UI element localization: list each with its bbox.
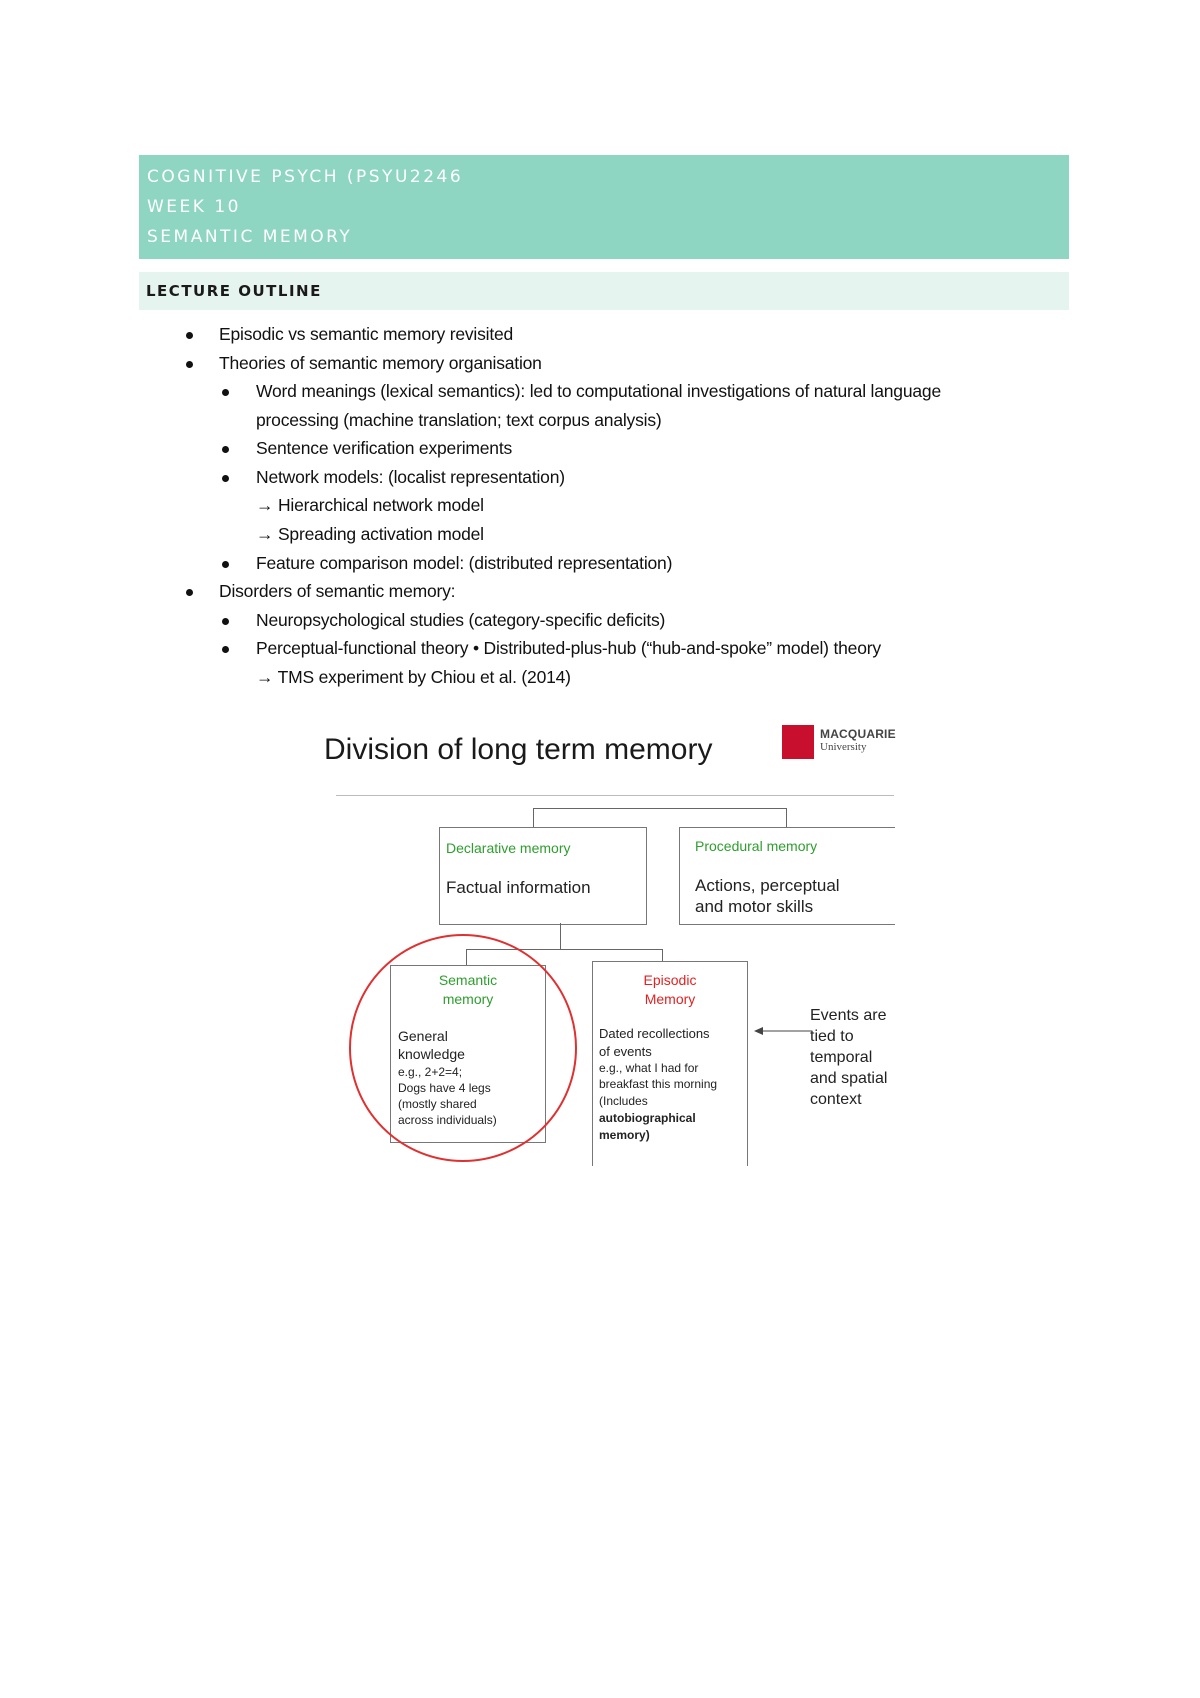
list-item: Word meanings (lexical semantics): led to computational investigations of natural language (256, 381, 941, 401)
bullet-icon (222, 646, 229, 653)
episodic-text: breakfast this morning (599, 1077, 718, 1091)
procedural-body: and motor skills (695, 897, 814, 916)
semantic-text: (mostly shared (398, 1097, 477, 1111)
bullet-icon (186, 361, 193, 368)
list-item: Perceptual-functional theory • Distributed-plus-hub (“hub-and-spoke” model) theory (256, 638, 881, 658)
annotation-text: and spatial (810, 1070, 888, 1087)
declarative-body: Factual information (446, 878, 591, 897)
memory-division-figure (320, 705, 905, 1165)
bullet-icon (222, 475, 229, 482)
list-item: Theories of semantic memory organisation (219, 353, 542, 373)
shield-icon (782, 725, 814, 759)
semantic-text: Dogs have 4 legs (398, 1081, 491, 1095)
list-item: Feature comparison model: (distributed representation) (256, 553, 673, 573)
procedural-heading: Procedural memory (695, 838, 818, 854)
episodic-text: memory) (599, 1128, 650, 1142)
course-title: COGNITIVE PSYCH (PSYU2246 (147, 167, 464, 187)
annotation-text: context (810, 1091, 862, 1108)
declarative-memory-box (439, 827, 647, 925)
semantic-text: e.g., 2+2=4; (398, 1065, 463, 1079)
list-item-sub: → Spreading activation model (256, 524, 484, 544)
figure-title: Division of long term memory (324, 733, 713, 766)
connector (560, 923, 561, 949)
logo-subtitle: University (820, 741, 867, 753)
annotation-text: tied to (810, 1028, 854, 1045)
connector (786, 808, 787, 828)
procedural-memory-box (679, 827, 895, 925)
episodic-text: Dated recollections (599, 1026, 710, 1041)
bullet-icon (186, 332, 193, 339)
list-item-sub: → Hierarchical network model (256, 495, 484, 515)
highlight-circle (349, 934, 577, 1162)
episodic-text: (Includes (599, 1094, 648, 1108)
episodic-text: of events (599, 1044, 652, 1059)
list-item-continuation: processing (machine translation; text corpus analysis) (256, 410, 662, 430)
list-item-sub: → TMS experiment by Chiou et al. (2014) (256, 667, 571, 687)
annotation-text: Events are (810, 1007, 887, 1024)
logo-wordmark: MACQUARIE (820, 727, 896, 741)
week-label: WEEK 10 (147, 197, 241, 217)
bullet-icon (222, 389, 229, 396)
annotation-text: temporal (810, 1049, 873, 1066)
list-item: Disorders of semantic memory: (219, 581, 456, 601)
arrow-left-icon (754, 1025, 814, 1037)
connector (533, 808, 534, 828)
semantic-text: across individuals) (398, 1113, 497, 1127)
section-title: LECTURE OUTLINE (146, 282, 322, 300)
episodic-memory-box (592, 961, 748, 1166)
declarative-heading: Declarative memory (446, 840, 571, 856)
episodic-heading: Episodic (643, 972, 697, 988)
bullet-icon (222, 618, 229, 625)
bullet-icon (222, 446, 229, 453)
divider (336, 795, 894, 796)
bullet-icon (222, 561, 229, 568)
lecture-outline (0, 0, 1200, 700)
list-item: Neuropsychological studies (category-specific deficits) (256, 610, 666, 630)
semantic-text: knowledge (398, 1046, 465, 1062)
episodic-text: e.g., what I had for (599, 1061, 699, 1075)
episodic-text: autobiographical (599, 1111, 696, 1125)
list-item: Sentence verification experiments (256, 438, 513, 458)
list-item: Episodic vs semantic memory revisited (219, 324, 514, 344)
topic-title: SEMANTIC MEMORY (147, 227, 353, 247)
semantic-heading: memory (442, 991, 494, 1007)
list-item: Network models: (localist representation) (256, 467, 565, 487)
semantic-text: General (398, 1028, 448, 1044)
semantic-heading: Semantic (438, 972, 498, 988)
procedural-body: Actions, perceptual (695, 876, 840, 895)
connector (533, 808, 787, 809)
episodic-heading: Memory (644, 991, 696, 1007)
bullet-icon (186, 589, 193, 596)
